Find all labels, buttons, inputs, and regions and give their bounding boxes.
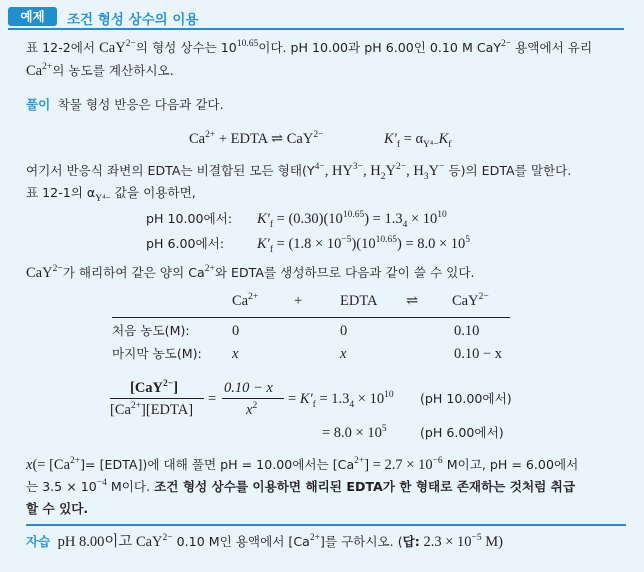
- result-line-1: $x(= [Ca^{2+}]=$ [EDTA])에 대해 풀면 pH = 10.00에서는 $[Ca^{2+}] = 2.7 \times 10^{-6}$ M이고, pH = 6.00에서: [26, 456, 579, 473]
- table-header-ca: $Ca^{2+}$: [232, 292, 259, 309]
- fraction-bar: [110, 398, 204, 399]
- table-header-edta: EDTA: [340, 293, 378, 309]
- table-cell: x: [340, 346, 347, 362]
- condition-ph10: (pH 10.00에서): [420, 391, 512, 406]
- ph6-label: pH 6.00에서:: [146, 236, 225, 251]
- equals-sign: =: [208, 391, 217, 407]
- conditional-kf-definition: $K'_f = \alpha_{Y^4-}K_f$: [384, 131, 452, 150]
- fraction2-numerator: 0.10 − x: [224, 380, 273, 396]
- table-header-plus: +: [294, 293, 303, 309]
- table-row: 마지막 농도(M):: [112, 346, 202, 361]
- table-header-cay: CaY$^{2-}$: [452, 292, 489, 309]
- solution-heading: 풀이 착물 형성 반응은 다음과 같다.: [26, 97, 224, 112]
- table-cell: 0: [232, 323, 240, 339]
- table-header-arrow: ⇌: [406, 293, 419, 309]
- table-cell: x: [232, 346, 239, 362]
- result-line-2: 는 $3.5 \times 10^{-4}$ M이다. 조건 형성 상수를 이용하면 해리된 EDTA가 한 형태로 존재하는 것처럼 취급: [26, 478, 576, 494]
- ph10-label: pH 10.00에서:: [146, 211, 233, 226]
- fraction2-bar: [222, 398, 284, 399]
- example-title: 조건 형성 상수의 이용: [67, 12, 199, 28]
- table-cell: 0: [340, 323, 348, 339]
- ph10-equation: $K'_f = (0.30)(10^{10.65}) = 1.3_4 \times 10^{10}$: [257, 210, 447, 230]
- solution-label: 풀이: [26, 97, 51, 112]
- title-divider: [8, 28, 624, 30]
- reaction-equation: $Ca^{2+}$ + EDTA ⇌ CaY$^{2-}$: [189, 130, 324, 147]
- table-row: 처음 농도(M):: [112, 323, 190, 338]
- kf-value-ph6: = $8.0 \times 10^5$: [322, 424, 387, 441]
- table-cell: 0.10: [454, 323, 480, 339]
- example-badge: 예제: [8, 7, 57, 26]
- table-cell: 0.10 − x: [454, 346, 503, 362]
- edta-forms-line: 여기서 반응식 좌변의 EDTA는 비결합된 모든 형태($Y^{4-}$, $HY^{3-}$, $H_2Y^{2-}$, $H_3Y^-$ 등)의 EDTA를 말한다.: [26, 162, 572, 182]
- fraction-denominator: $[Ca^{2+}][EDTA]$: [110, 401, 194, 418]
- practice-line: 자습 pH 8.00이고 CaY$^{2-}$ 0.10 M인 용액에서 $[Ca^{2+}]$를 구하시오. (답: $2.3 \times 10^{-5}$ M): [26, 533, 503, 550]
- problem-line-2: $Ca^{2+}$의 농도를 계산하시오.: [26, 62, 174, 79]
- alpha-values-line: 표 12-1의 $\alpha_{Y^4-}$ 값을 이용하면,: [26, 185, 196, 204]
- kf-value-ph10: = $K'_f = 1.3_4 \times 10^{10}$: [288, 390, 394, 410]
- fraction2-denominator: $x^2$: [246, 401, 258, 418]
- problem-line-1: 표 12-2에서 CaY$^{2-}$의 형성 상수는 $10^{10.65}$이다. pH 10.00과 pH 6.00인 0.10 M CaY$^{2-}$ 용액에서 유리: [26, 39, 593, 56]
- dissociation-line: CaY$^{2-}$가 해리하여 같은 양의 $Ca^{2+}$와 EDTA를 생성하므로 다음과 같이 쓸 수 있다.: [26, 264, 475, 281]
- ph6-equation: $K'_f = (1.8 \times 10^{-5})(10^{10.65}) = 8.0 \times 10^5$: [257, 235, 471, 255]
- fraction-numerator: [CaY$^{2-}$]: [130, 379, 179, 396]
- result-line-3: 할 수 있다.: [26, 501, 89, 516]
- table-rule: [112, 317, 510, 318]
- practice-label: 자습: [26, 534, 51, 549]
- condition-ph6: (pH 6.00에서): [420, 425, 504, 440]
- practice-divider: [26, 524, 626, 526]
